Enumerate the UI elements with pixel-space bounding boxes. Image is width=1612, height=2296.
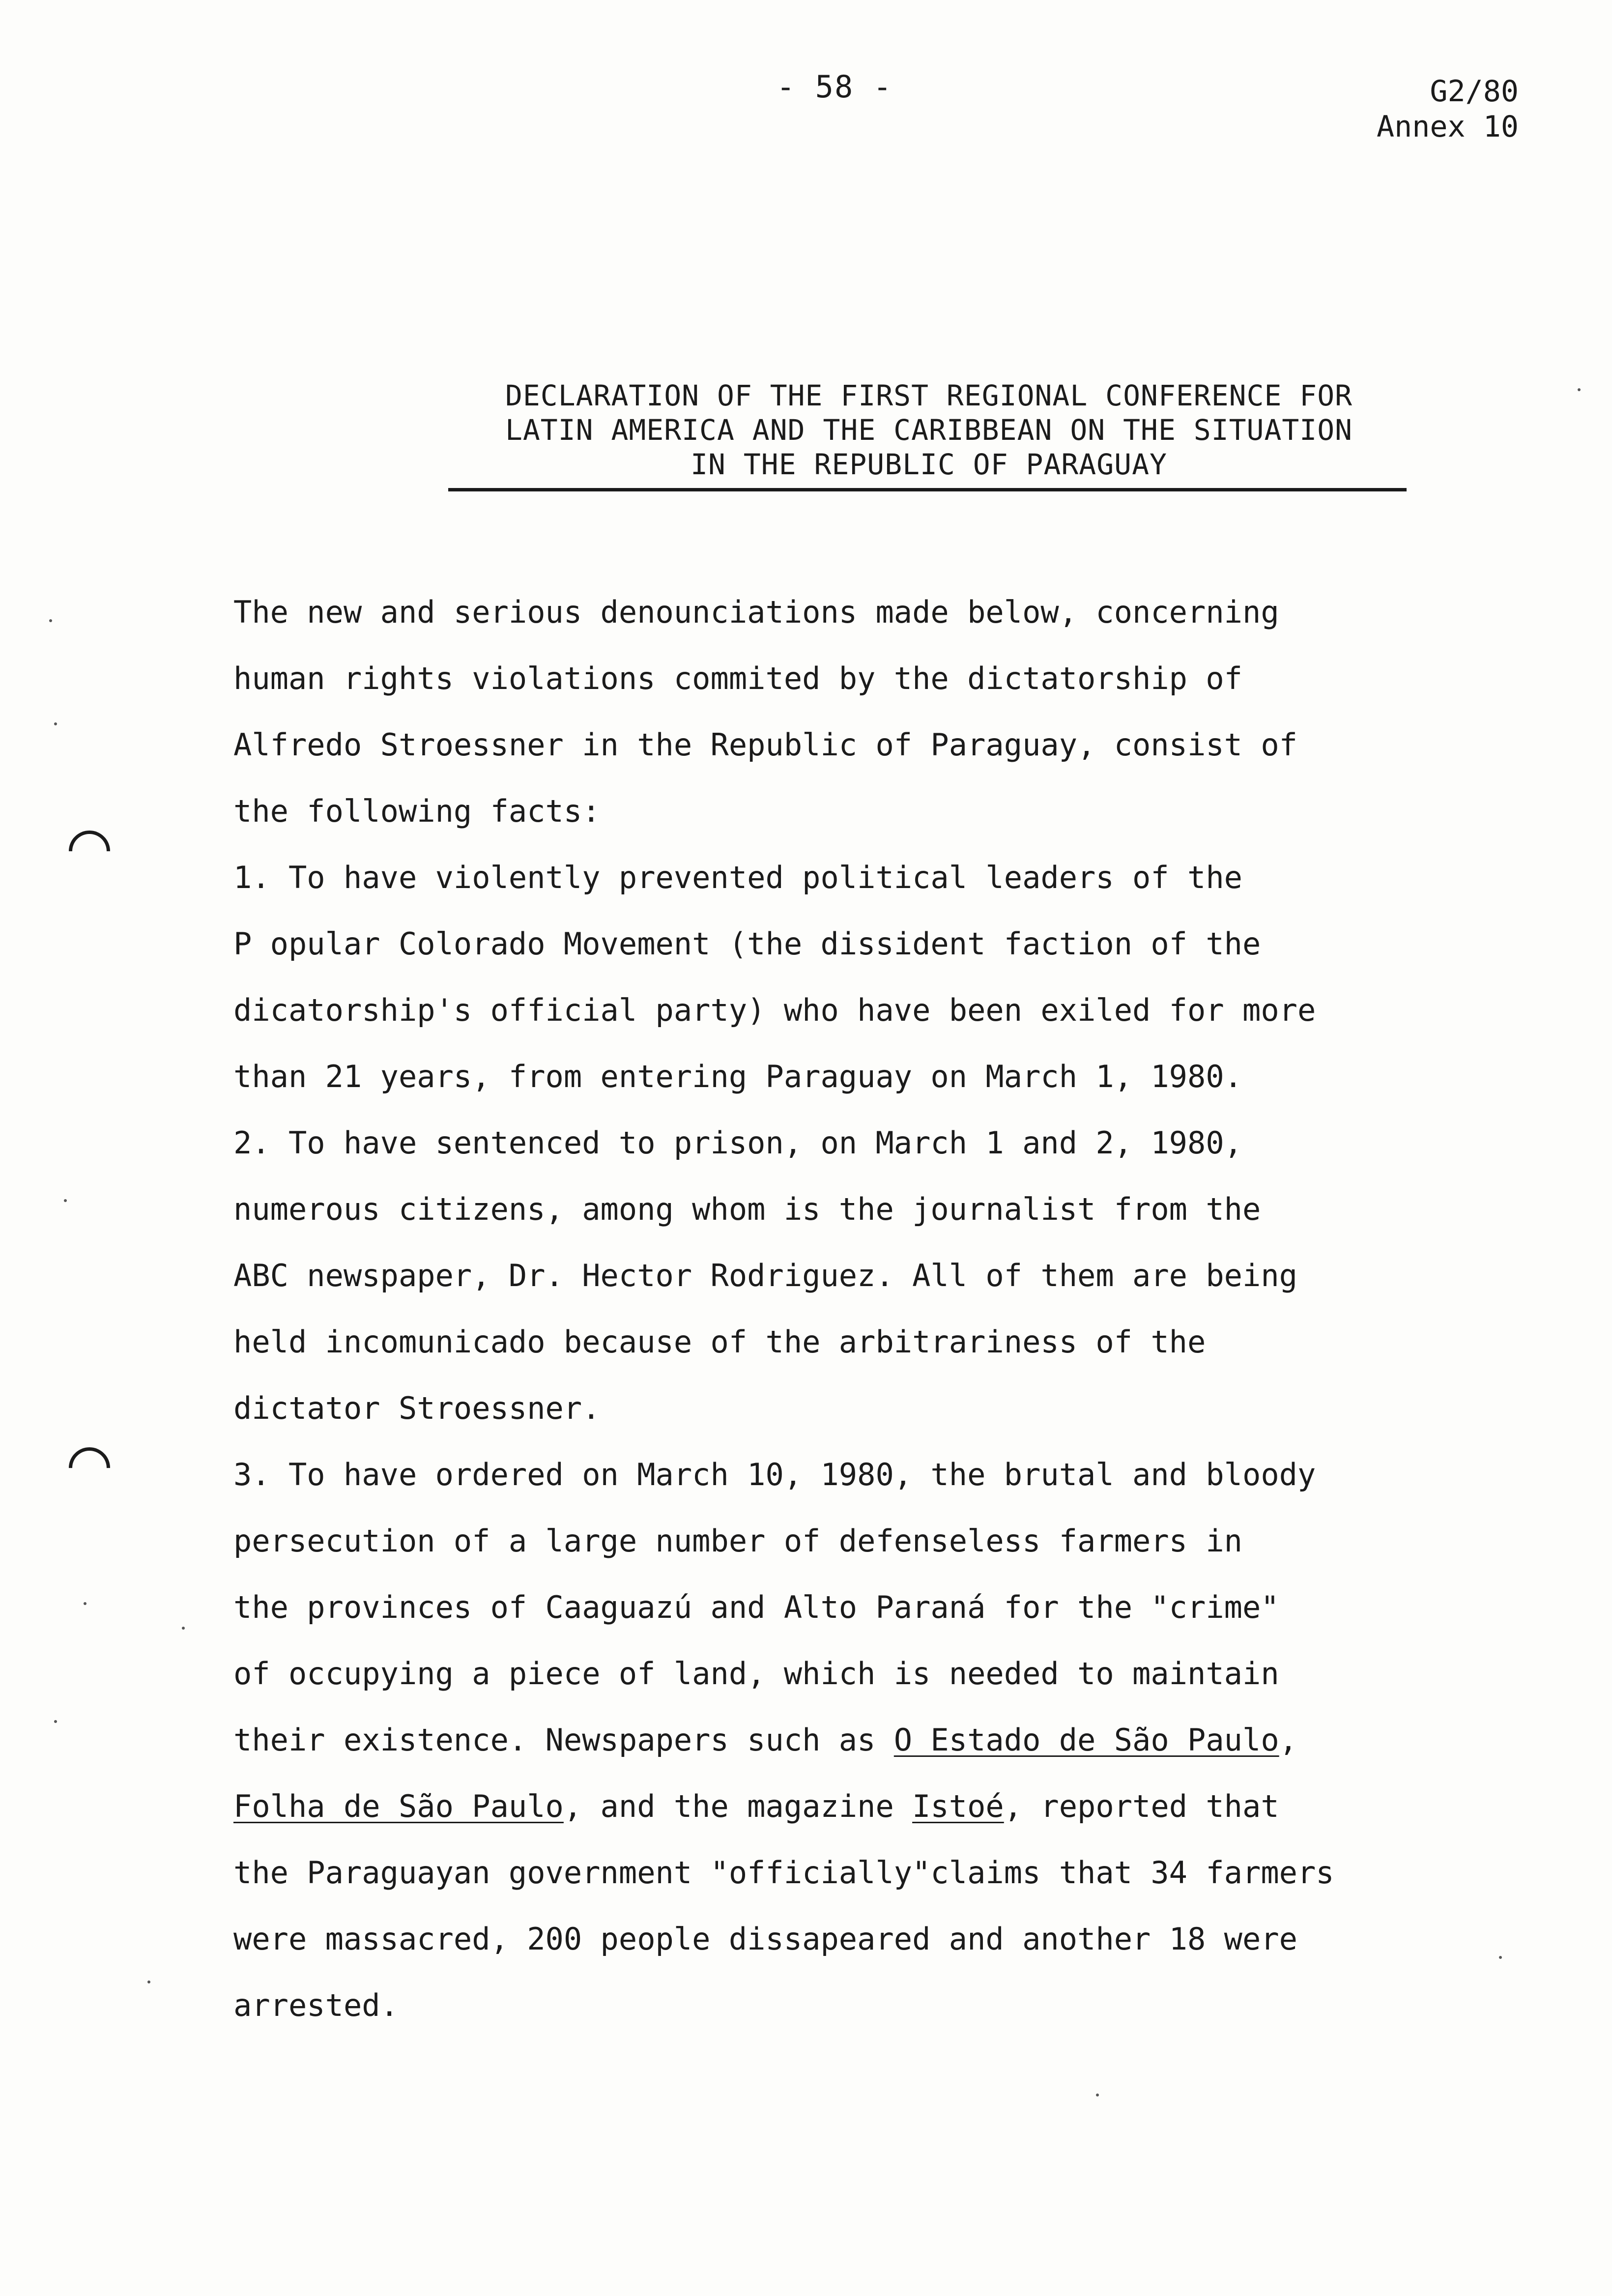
scan-speck (147, 1980, 150, 1983)
text-span: , reported that (1004, 1788, 1279, 1824)
title-line-1: DECLARATION OF THE FIRST REGIONAL CONFERENCE FOR (505, 379, 1353, 412)
newspaper-title: O Estado de São Paulo (893, 1722, 1279, 1758)
body-line: the Paraguayan government "officially"claims that 34 farmers (233, 1855, 1334, 1891)
body-line: the provinces of Caaguazú and Alto Paraná for the "crime" (233, 1589, 1279, 1625)
declaration-title (442, 378, 1415, 482)
magazine-title: Istoé (912, 1788, 1004, 1824)
body-line: were massacred, 200 people dissapeared and another 18 were (233, 1921, 1297, 1957)
scan-speck (49, 619, 52, 622)
scan-speck (54, 1720, 57, 1723)
intro-paragraph (233, 579, 1462, 844)
body-line: the following facts: (233, 793, 601, 829)
binder-hole-mark (60, 822, 119, 881)
scan-speck (1578, 388, 1581, 391)
document-reference (1377, 74, 1519, 144)
text-span: , (1279, 1722, 1297, 1758)
body-text (233, 579, 1462, 2038)
body-line: dictator Stroessner. (233, 1390, 601, 1426)
body-line: of occupying a piece of land, which is needed to maintain (233, 1656, 1279, 1692)
body-line: P opular Colorado Movement (the dissident faction of the (233, 926, 1261, 962)
scan-speck (182, 1627, 185, 1630)
text-span: their existence. Newspapers such as (233, 1722, 894, 1758)
body-line: Alfredo Stroessner in the Republic of Paraguay, consist of (233, 727, 1297, 763)
body-line: than 21 years, from entering Paraguay on March 1, 1980. (233, 1059, 1242, 1094)
body-line: arrested. (233, 1987, 399, 2023)
body-line: human rights violations commited by the dictatorship of (233, 660, 1242, 696)
annex-label: Annex 10 (1377, 110, 1519, 144)
scan-speck (64, 1199, 67, 1202)
binder-hole-mark (60, 1439, 119, 1497)
newspaper-title: Folha de São Paulo (233, 1788, 564, 1824)
body-line: persecution of a large number of defenseless farmers in (233, 1523, 1242, 1559)
body-line: numerous citizens, among whom is the journalist from the (233, 1191, 1261, 1227)
title-line-2: LATIN AMERICA AND THE CARIBBEAN ON THE SITUATION (505, 413, 1353, 447)
fact-item-3 (233, 1441, 1462, 2038)
body-line: ABC newspaper, Dr. Hector Rodriguez. All of them are being (233, 1258, 1297, 1293)
doc-ref-code: G2/80 (1430, 74, 1519, 109)
scan-speck (1499, 1956, 1502, 1959)
body-line (233, 1773, 1462, 1839)
scan-speck (84, 1602, 86, 1605)
body-line: 1. To have violently prevented political leaders of the (233, 860, 1242, 895)
page-number: - 58 - (777, 69, 892, 105)
scan-speck (54, 722, 57, 725)
body-line (233, 1707, 1462, 1773)
body-line: dicatorship's official party) who have been exiled for more (233, 992, 1316, 1028)
body-line: The new and serious denounciations made below, concerning (233, 594, 1279, 630)
scan-speck (1096, 2094, 1099, 2096)
body-line: 2. To have sentenced to prison, on March 1 and 2, 1980, (233, 1125, 1242, 1161)
title-line-3: IN THE REPUBLIC OF PARAGUAY (691, 448, 1167, 481)
fact-item-1 (233, 844, 1462, 1110)
fact-item-2 (233, 1110, 1462, 1441)
body-line: held incomunicado because of the arbitrariness of the (233, 1324, 1206, 1360)
body-line: 3. To have ordered on March 10, 1980, the brutal and bloody (233, 1457, 1316, 1492)
text-span: , and the magazine (563, 1788, 913, 1824)
title-underline (448, 488, 1407, 491)
